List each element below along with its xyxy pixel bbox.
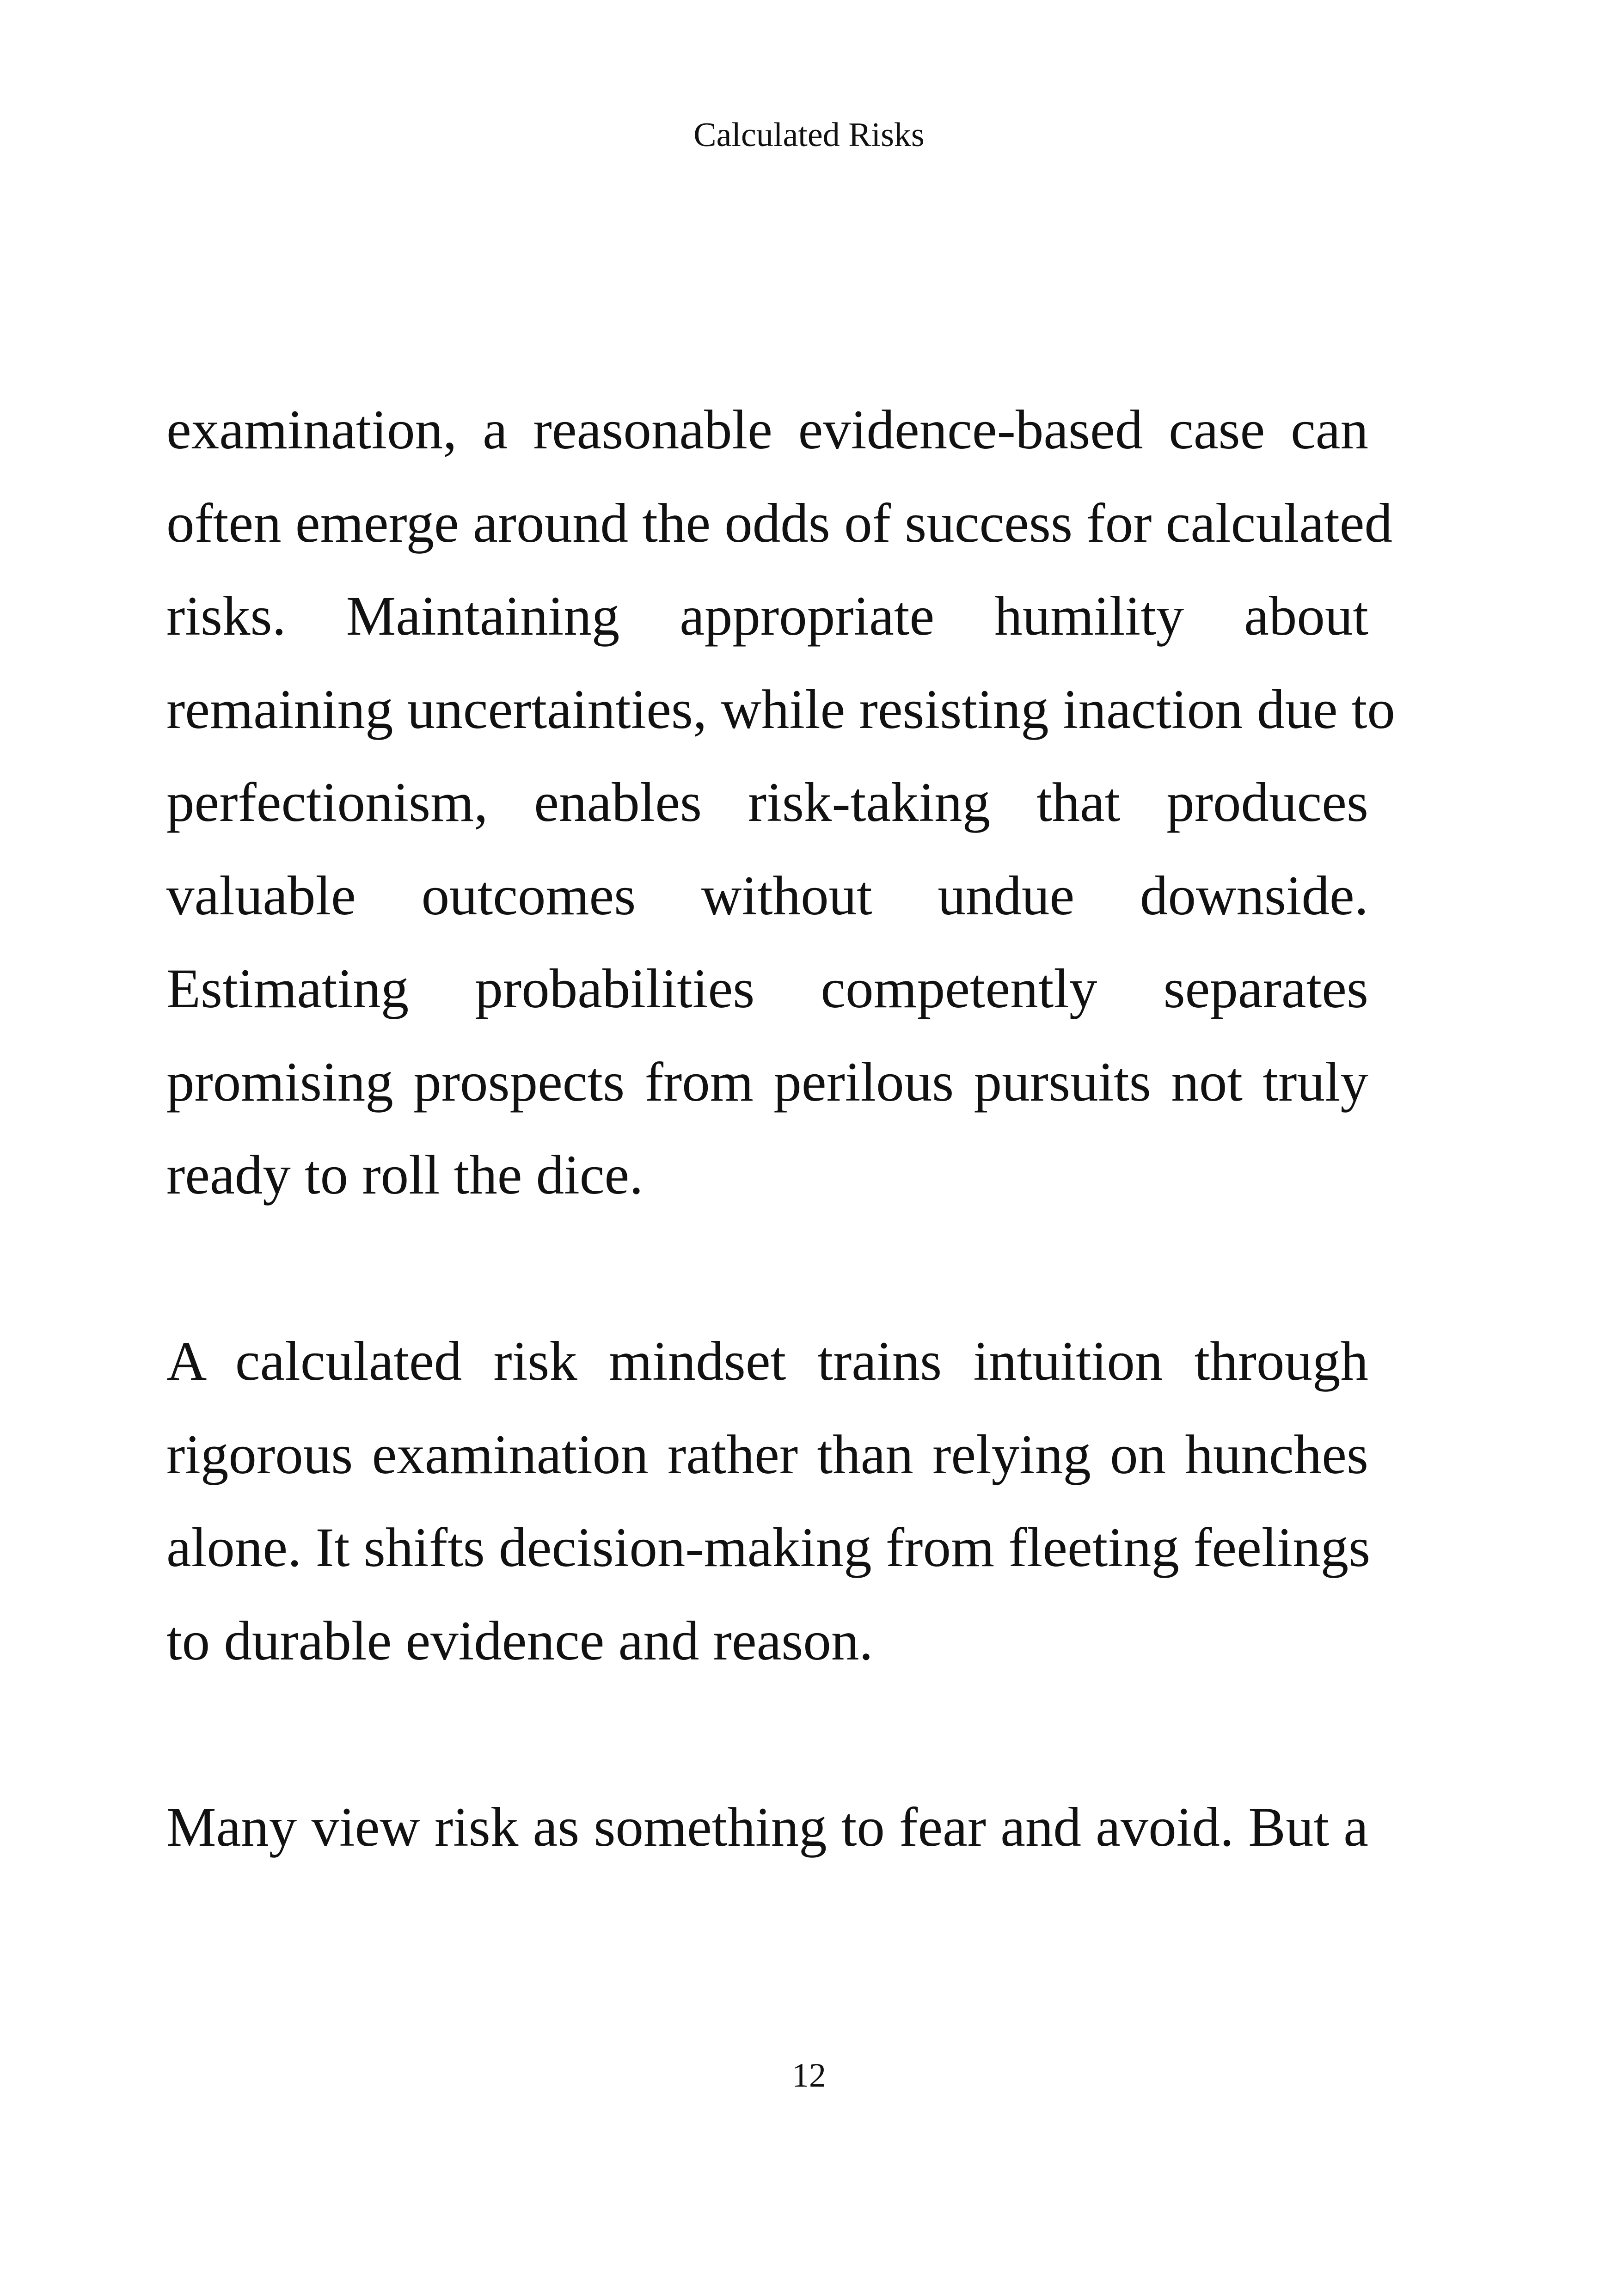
body-text — [166, 384, 1395, 1874]
text-line: risks. Maintaining appropriate humility about — [166, 585, 1368, 647]
text-line: examination, a reasonable evidence-based case can — [166, 399, 1368, 461]
text-line: Many view risk as something to fear and avoid. But a — [166, 1796, 1368, 1858]
page-number: 12 — [792, 2057, 826, 2094]
text-line: A calculated risk mindset trains intuition through — [166, 1330, 1368, 1392]
paragraph-1 — [166, 384, 1395, 1222]
text-line: promising prospects from perilous pursuits not truly — [166, 1051, 1368, 1113]
text-line: often emerge around the odds of success for calculated — [166, 492, 1393, 554]
text-line: valuable outcomes without undue downside. — [166, 864, 1368, 927]
paragraph-spacer — [166, 1688, 1368, 1781]
text-line: ready to roll the dice. — [166, 1144, 644, 1206]
text-line: remaining uncertainties, while resisting inaction due to — [166, 678, 1395, 741]
paragraph-2 — [166, 1315, 1371, 1688]
text-line: rigorous examination rather than relying on hunches — [166, 1423, 1368, 1486]
text-line: perfectionism, enables risk-taking that produces — [166, 771, 1368, 833]
running-header: Calculated Risks — [693, 116, 925, 154]
paragraph-spacer — [166, 1222, 1368, 1316]
paragraph-3 — [166, 1781, 1368, 1874]
text-line: to durable evidence and reason. — [166, 1610, 873, 1672]
text-line: alone. It shifts decision-making from fleeting feelings — [166, 1517, 1371, 1579]
text-line: Estimating probabilities competently separates — [166, 958, 1368, 1020]
